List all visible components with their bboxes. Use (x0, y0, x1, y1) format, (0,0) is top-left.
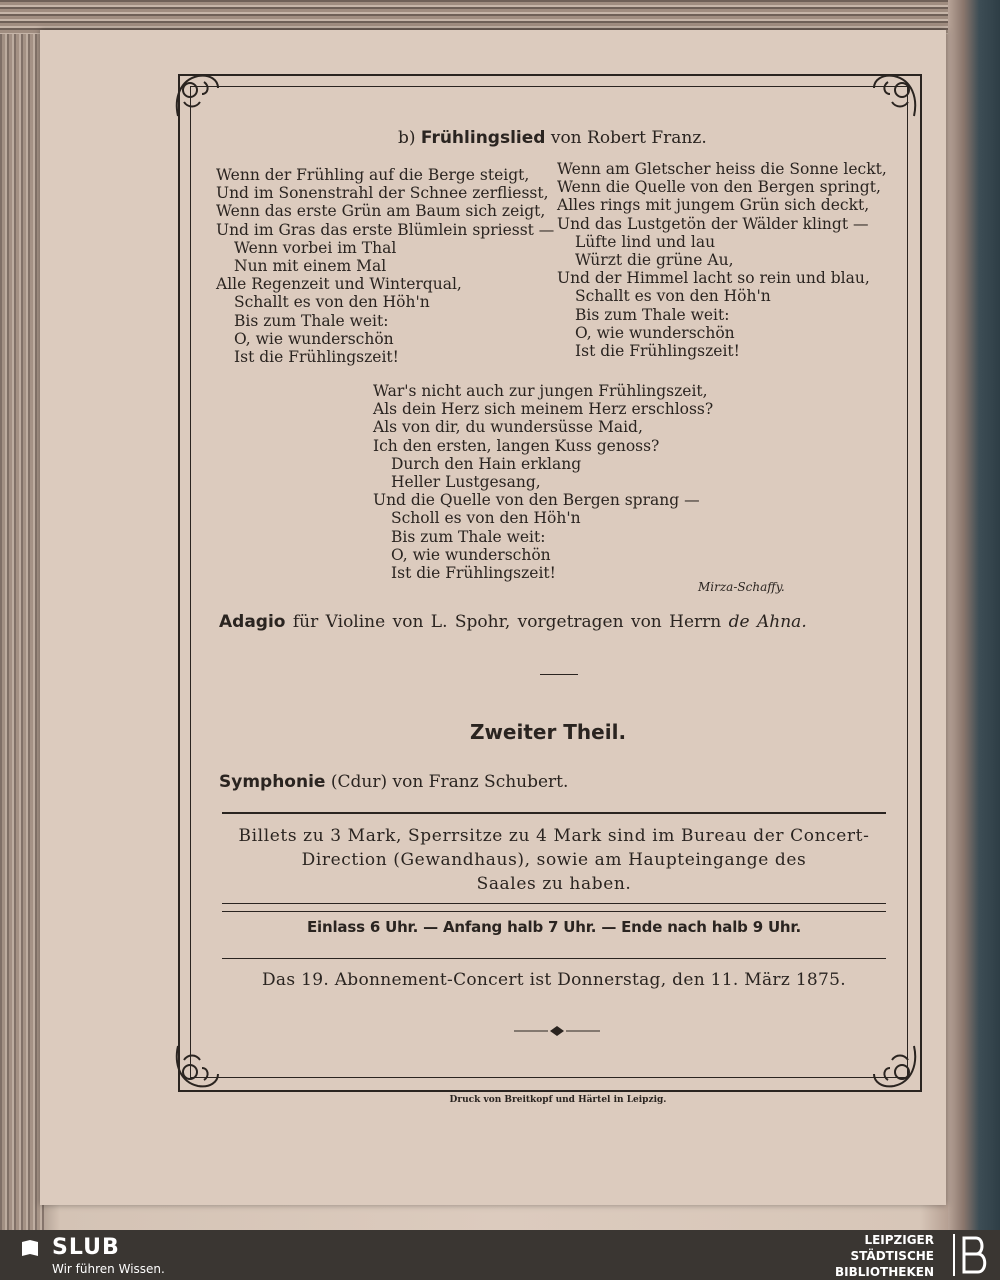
verse-line: Und im Sonenstrahl der Schnee zerfliesst, (216, 184, 549, 203)
song-title-prefix: b) (398, 128, 416, 148)
verse-line: Wenn am Gletscher heiss die Sonne leckt, (557, 160, 887, 178)
library-footer (0, 1230, 1000, 1280)
corner-ornament-top-right (866, 68, 922, 124)
verse-line: O, wie wunderschön (575, 323, 735, 342)
stacked-page-edges-top (0, 0, 1000, 34)
verse-line: O, wie wunderschön (234, 329, 394, 348)
verse-line: Alle Regenzeit und Winterqual, (216, 275, 462, 294)
rule-thin (222, 903, 886, 904)
schedule-times: Einlass 6 Uhr. — Anfang halb 7 Uhr. — Ende nach halb 9 Uhr. (307, 918, 801, 936)
poem-stanza-2 (557, 160, 887, 360)
song-title (398, 128, 707, 148)
corner-ornament-bottom-left (170, 1038, 226, 1094)
slub-tagline: Wir führen Wissen. (52, 1262, 165, 1276)
verse-line: Ist die Frühlingszeit! (391, 564, 556, 583)
verse-line: War's nicht auch zur jungen Frühlingszeit, (373, 382, 708, 400)
verse-line: Wenn der Frühling auf die Berge steigt, (216, 166, 530, 184)
poem-stanza-3 (373, 382, 753, 582)
song-title-composer: von Robert Franz. (550, 128, 707, 148)
verse-line: O, wie wunderschön (391, 545, 551, 564)
verse-line: Lüfte lind und lau (575, 232, 716, 251)
verse-line: Bis zum Thale weit: (234, 311, 389, 330)
poem-stanza-1 (216, 166, 556, 366)
verse-line: Als dein Herz sich meinem Herz erschloss? (373, 400, 714, 419)
lsb-logo-icon (952, 1232, 992, 1278)
verse-line: Bis zum Thale weit: (391, 527, 546, 546)
next-concert-notice: Das 19. Abonnement-Concert ist Donnerstag, den 11. März 1875. (262, 970, 846, 990)
book-binding (948, 0, 1000, 1230)
verse-line: Durch den Hain erklang (391, 454, 582, 473)
lsb-name-line: STÄDTISCHE (850, 1249, 934, 1263)
adagio-performer: de Ahna. (728, 612, 807, 632)
program-item-adagio (219, 612, 807, 632)
ornamental-divider (514, 1024, 600, 1038)
verse-line: Ist die Frühlingszeit! (575, 342, 740, 361)
verse-line: Und das Lustgetön der Wälder klingt — (557, 214, 869, 233)
rule-thin (222, 911, 886, 912)
ticket-info-line: Saales zu haben. (476, 874, 632, 894)
program-item-symphonie (219, 772, 568, 792)
section-divider (540, 674, 578, 675)
verse-line: Wenn die Quelle von den Bergen springt, (557, 178, 881, 197)
rule-thin (222, 958, 886, 959)
verse-line: Wenn das erste Grün am Baum sich zeigt, (216, 202, 546, 221)
adagio-description: für Violine von L. Spohr, vorgetragen von Herrn (292, 612, 722, 632)
ticket-info-line: Direction (Gewandhaus), sowie am Haupteingange des (301, 850, 807, 870)
verse-line: Und im Gras das erste Blümlein spriesst — (216, 220, 555, 239)
verse-line: Als von dir, du wundersüsse Maid, (373, 418, 643, 437)
slub-logo-icon (20, 1238, 40, 1258)
adagio-title: Adagio (219, 612, 286, 632)
poem-author: Mirza-Schaffy. (698, 580, 785, 594)
slub-name: SLUB (52, 1235, 120, 1260)
symphonie-title: Symphonie (219, 772, 326, 792)
ticket-info-line: Billets zu 3 Mark, Sperrsitze zu 4 Mark sind im Bureau der Concert- (238, 826, 870, 846)
verse-line: Nun mit einem Mal (234, 257, 387, 276)
verse-line: Scholl es von den Höh'n (391, 509, 581, 528)
rule-thick (222, 812, 886, 814)
symphonie-description: (Cdur) von Franz Schubert. (330, 772, 569, 792)
lsb-name-line: BIBLIOTHEKEN (834, 1265, 934, 1279)
corner-ornament-top-left (170, 68, 226, 124)
lsb-name-line: LEIPZIGER (864, 1233, 934, 1247)
lsb-name (835, 1232, 934, 1280)
verse-line: Und die Quelle von den Bergen sprang — (373, 491, 700, 510)
verse-line: Heller Lustgesang, (391, 473, 541, 492)
song-title-name: Frühlingslied (420, 128, 546, 148)
verse-line: Würzt die grüne Au, (575, 251, 734, 270)
verse-line: Ist die Frühlingszeit! (234, 348, 399, 367)
ticket-info (218, 824, 890, 896)
verse-line: Ich den ersten, langen Kuss genoss? (373, 436, 660, 455)
verse-line: Schallt es von den Höh'n (575, 287, 771, 306)
stacked-page-edges-left (0, 0, 44, 1230)
part-two-heading: Zweiter Theil. (469, 720, 627, 744)
verse-line: Und der Himmel lacht so rein und blau, (557, 269, 870, 288)
verse-line: Wenn vorbei im Thal (234, 238, 397, 257)
corner-ornament-bottom-right (866, 1038, 922, 1094)
printer-credit: Druck von Breitkopf und Härtel in Leipzig. (449, 1095, 667, 1105)
verse-line: Alles rings mit jungem Grün sich deckt, (557, 196, 870, 215)
verse-line: Bis zum Thale weit: (575, 305, 730, 324)
verse-line: Schallt es von den Höh'n (234, 293, 430, 312)
